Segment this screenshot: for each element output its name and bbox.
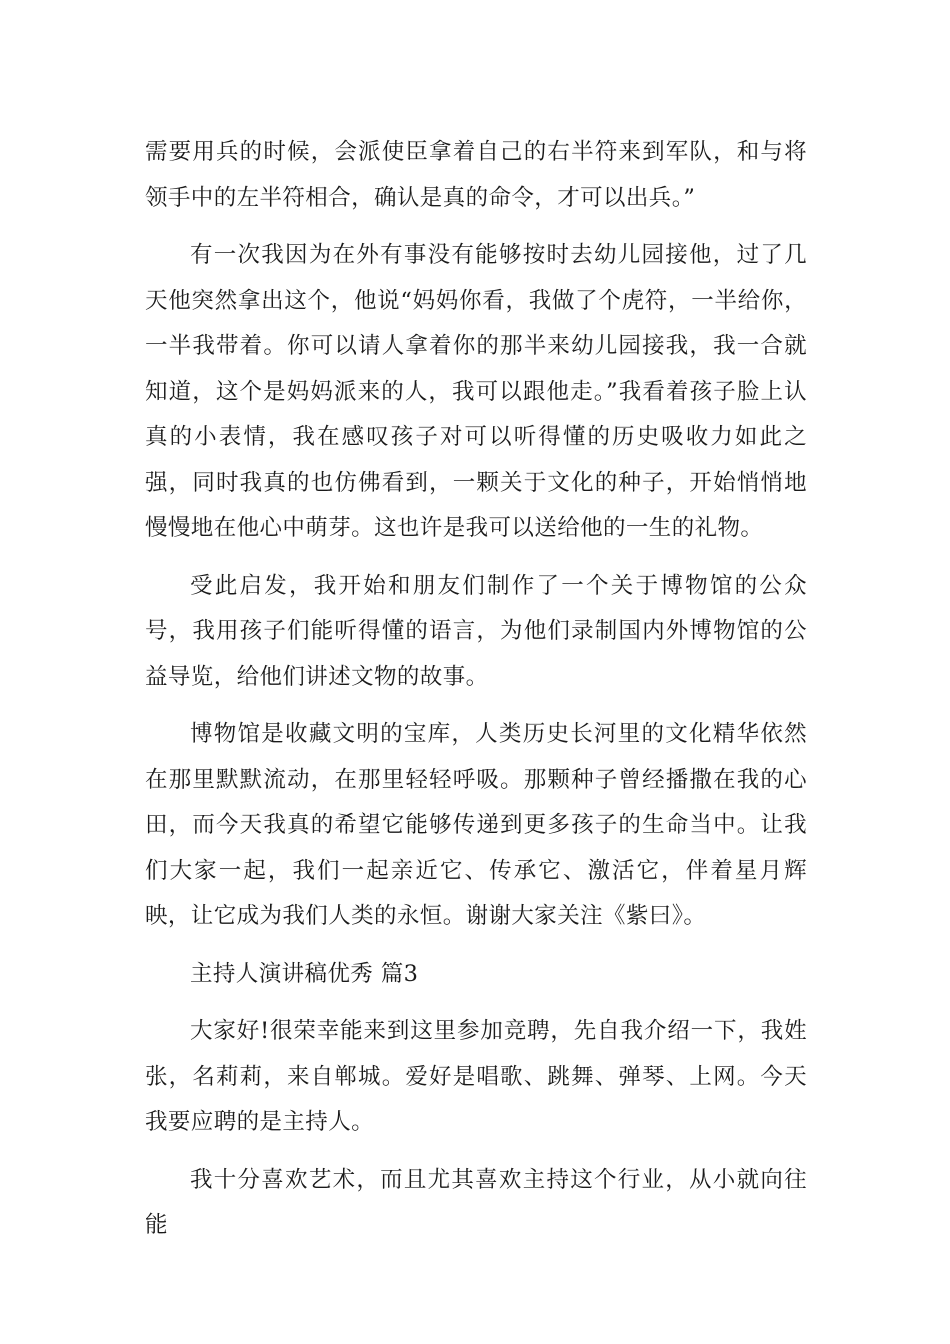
paragraph-1: 需要用兵的时候，会派使臣拿着自己的右半符来到军队，和与将领手中的左半符相合，确认是真的命令，才可以出兵。” — [145, 139, 807, 211]
section-paragraph-2: 我十分喜欢艺术，而且尤其喜欢主持这个行业，从小就向往能 — [145, 1166, 807, 1238]
paragraph-gap — [145, 221, 807, 233]
paragraph-gap — [145, 1146, 807, 1158]
paragraph-4: 博物馆是收藏文明的宝库，人类历史长河里的文化精华依然在那里默默流动，在那里轻轻呼吸。那颗种子曾经播撒在我的心田，而今天我真的希望它能够传递到更多孩子的生命当中。让我们大家一起，我们一起亲近它、传承它、激活它，伴着星月辉映，让它成为我们人类的永恒。谢谢大家关注《紫曰》。 — [145, 721, 807, 929]
paragraph-gap — [145, 552, 807, 564]
paragraph-3: 受此启发，我开始和朋友们制作了一个关于博物馆的公众号，我用孩子们能听得懂的语言，为他们录制国内外博物馆的公益导览，给他们讲述文物的故事。 — [145, 572, 807, 690]
paragraph-gap — [145, 997, 807, 1009]
paragraph-2: 有一次我因为在外有事没有能够按时去幼儿园接他，过了几天他突然拿出这个，他说“妈妈你看，我做了个虎符，一半给你，一半我带着。你可以请人拿着你的那半来幼儿园接我，我一合就知道，这个是妈妈派来的人，我可以跟他走。”我看着孩子脸上认真的小表情，我在感叹孩子对可以听得懂的历史吸收力如此之强，同时我真的也仿佛看到，一颗关于文化的种子，开始悄悄地慢慢地在他心中萌芽。这也许是我可以送给他的一生的礼物。 — [145, 242, 807, 541]
document-page — [145, 130, 807, 1249]
paragraph-gap — [145, 700, 807, 712]
section-heading: 主持人演讲稿优秀 篇3 — [190, 960, 419, 987]
section-paragraph-1: 大家好!很荣幸能来到这里参加竞聘，先自我介绍一下，我姓张，名莉莉，来自郸城。爱好是唱歌、跳舞、弹琴、上网。今天我要应聘的是主持人。 — [145, 1018, 807, 1135]
paragraph-gap — [145, 940, 807, 952]
